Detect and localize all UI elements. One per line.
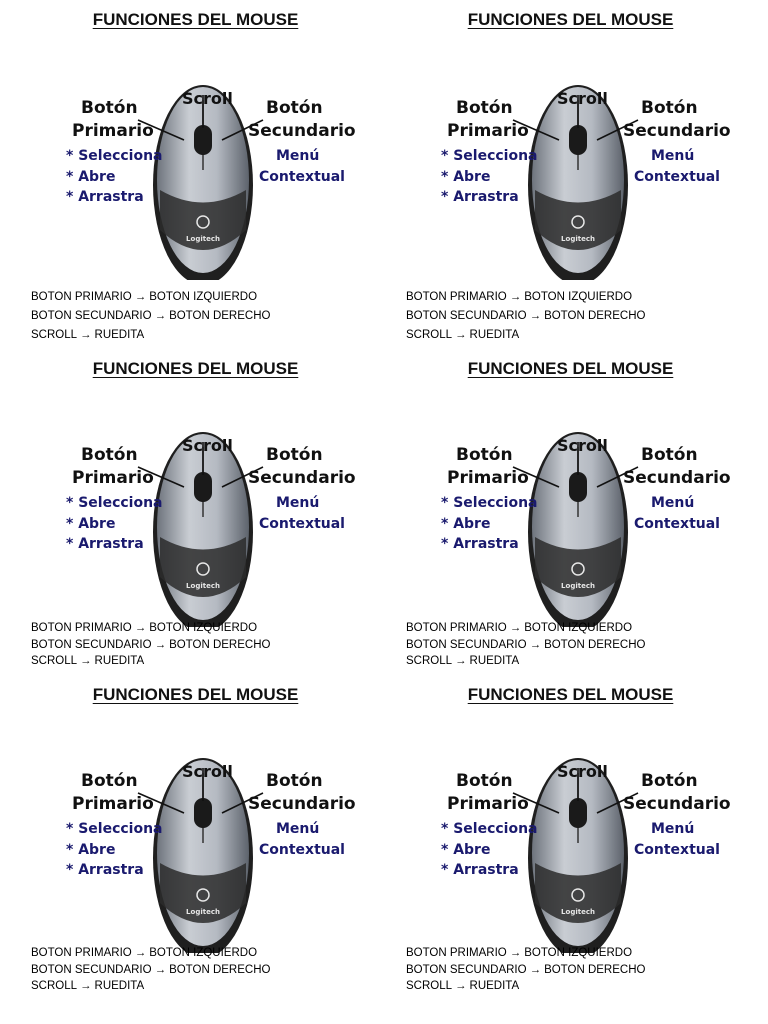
secondary-label-2: Secundario [248,794,356,814]
mouse-illustration [8,387,383,627]
button-notes [31,945,270,995]
secondary-label-2: Secundario [623,794,731,814]
card-title: FUNCIONES DEL MOUSE [467,359,674,378]
menu-label-2: Contextual [634,516,720,532]
primary-label-1: Botón [81,445,138,465]
note-secondary: BOTON SECUNDARIO → BOTON DERECHO [406,638,646,651]
menu-label-1: Menú [276,148,320,164]
arrow-icon: → [134,947,147,959]
arrow-icon: → [455,655,467,667]
primary-label-1: Botón [456,98,513,118]
secondary-label-1: Botón [266,771,323,791]
primary-label-1: Botón [456,771,513,791]
menu-label-2: Contextual [634,842,720,858]
note-scroll: SCROLL → RUEDITA [406,329,520,341]
arrow-icon: → [529,310,542,322]
secondary-label-2: Secundario [248,121,356,141]
action-open: * Abre [441,516,491,532]
primary-label-2: Primario [447,794,529,814]
arrow-icon: → [80,980,92,992]
button-notes [31,288,270,345]
note-scroll: SCROLL → RUEDITA [406,980,520,992]
note-scroll: SCROLL → RUEDITA [31,980,145,992]
scroll-label: Scroll [557,436,608,455]
arrow-icon: → [80,655,92,667]
arrow-icon: → [455,329,467,341]
note-scroll: SCROLL → RUEDITA [406,655,520,667]
primary-label-1: Botón [456,445,513,465]
card-title: FUNCIONES DEL MOUSE [467,685,674,704]
note-primary: BOTON PRIMARIO → BOTON IZQUIERDO [406,947,633,959]
action-drag: * Arrastra [66,189,144,205]
primary-label-2: Primario [447,121,529,141]
mouse-illustration [383,40,758,280]
card-title: FUNCIONES DEL MOUSE [92,685,299,704]
action-open: * Abre [66,516,116,532]
action-open: * Abre [441,169,491,185]
secondary-label-1: Botón [641,98,698,118]
note-secondary: BOTON SECUNDARIO → BOTON DERECHO [31,638,271,651]
button-notes [31,620,270,670]
note-primary: BOTON PRIMARIO → BOTON IZQUIERDO [406,291,633,303]
mouse-illustration [383,387,758,627]
secondary-label-2: Secundario [623,121,731,141]
action-drag: * Arrastra [441,189,519,205]
arrow-icon: → [154,963,167,976]
scroll-label: Scroll [182,89,233,108]
action-drag: * Arrastra [441,862,519,878]
menu-label-2: Contextual [259,516,345,532]
action-open: * Abre [66,842,116,858]
secondary-label-1: Botón [266,445,323,465]
arrow-icon: → [134,291,147,303]
brand-label: Logitech [561,235,595,243]
menu-label-1: Menú [651,495,695,511]
button-notes [406,288,645,345]
menu-label-1: Menú [276,821,320,837]
button-notes [406,620,645,670]
primary-label-2: Primario [72,121,154,141]
note-secondary: BOTON SECUNDARIO → BOTON DERECHO [31,310,271,322]
action-select: * Selecciona [441,495,538,511]
brand-label: Logitech [186,908,220,916]
menu-label-2: Contextual [634,169,720,185]
arrow-icon: → [134,622,147,634]
card-title: FUNCIONES DEL MOUSE [92,359,299,378]
note-secondary: BOTON SECUNDARIO → BOTON DERECHO [31,963,271,976]
note-primary: BOTON PRIMARIO → BOTON IZQUIERDO [31,622,258,634]
arrow-icon: → [529,963,542,976]
primary-label-1: Botón [81,98,138,118]
note-primary: BOTON PRIMARIO → BOTON IZQUIERDO [406,622,633,634]
action-select: * Selecciona [441,821,538,837]
button-notes [406,945,645,995]
arrow-icon: → [529,638,542,651]
note-secondary: BOTON SECUNDARIO → BOTON DERECHO [406,310,646,322]
mouse-illustration [383,713,758,953]
arrow-icon: → [509,622,522,634]
action-open: * Abre [441,842,491,858]
brand-label: Logitech [561,908,595,916]
menu-label-1: Menú [651,821,695,837]
menu-label-1: Menú [651,148,695,164]
primary-label-2: Primario [72,468,154,488]
action-drag: * Arrastra [441,536,519,552]
scroll-label: Scroll [557,89,608,108]
mouse-illustration [8,713,383,953]
menu-label-2: Contextual [259,169,345,185]
primary-label-2: Primario [72,794,154,814]
arrow-icon: → [509,947,522,959]
action-drag: * Arrastra [66,862,144,878]
scroll-label: Scroll [557,762,608,781]
secondary-label-1: Botón [641,445,698,465]
arrow-icon: → [455,980,467,992]
arrow-icon: → [154,310,167,322]
scroll-label: Scroll [182,436,233,455]
brand-label: Logitech [186,235,220,243]
secondary-label-1: Botón [641,771,698,791]
menu-label-2: Contextual [259,842,345,858]
brand-label: Logitech [186,582,220,590]
note-scroll: SCROLL → RUEDITA [31,329,145,341]
action-select: * Selecciona [441,148,538,164]
card-title: FUNCIONES DEL MOUSE [92,10,299,29]
action-open: * Abre [66,169,116,185]
action-select: * Selecciona [66,495,163,511]
note-secondary: BOTON SECUNDARIO → BOTON DERECHO [406,963,646,976]
secondary-label-2: Secundario [248,468,356,488]
arrow-icon: → [80,329,92,341]
note-scroll: SCROLL → RUEDITA [31,655,145,667]
mouse-illustration [8,40,383,280]
note-primary: BOTON PRIMARIO → BOTON IZQUIERDO [31,291,258,303]
arrow-icon: → [509,291,522,303]
action-drag: * Arrastra [66,536,144,552]
menu-label-1: Menú [276,495,320,511]
secondary-label-1: Botón [266,98,323,118]
brand-label: Logitech [561,582,595,590]
card-title: FUNCIONES DEL MOUSE [467,10,674,29]
action-select: * Selecciona [66,821,163,837]
primary-label-2: Primario [447,468,529,488]
secondary-label-2: Secundario [623,468,731,488]
scroll-label: Scroll [182,762,233,781]
primary-label-1: Botón [81,771,138,791]
arrow-icon: → [154,638,167,651]
action-select: * Selecciona [66,148,163,164]
note-primary: BOTON PRIMARIO → BOTON IZQUIERDO [31,947,258,959]
